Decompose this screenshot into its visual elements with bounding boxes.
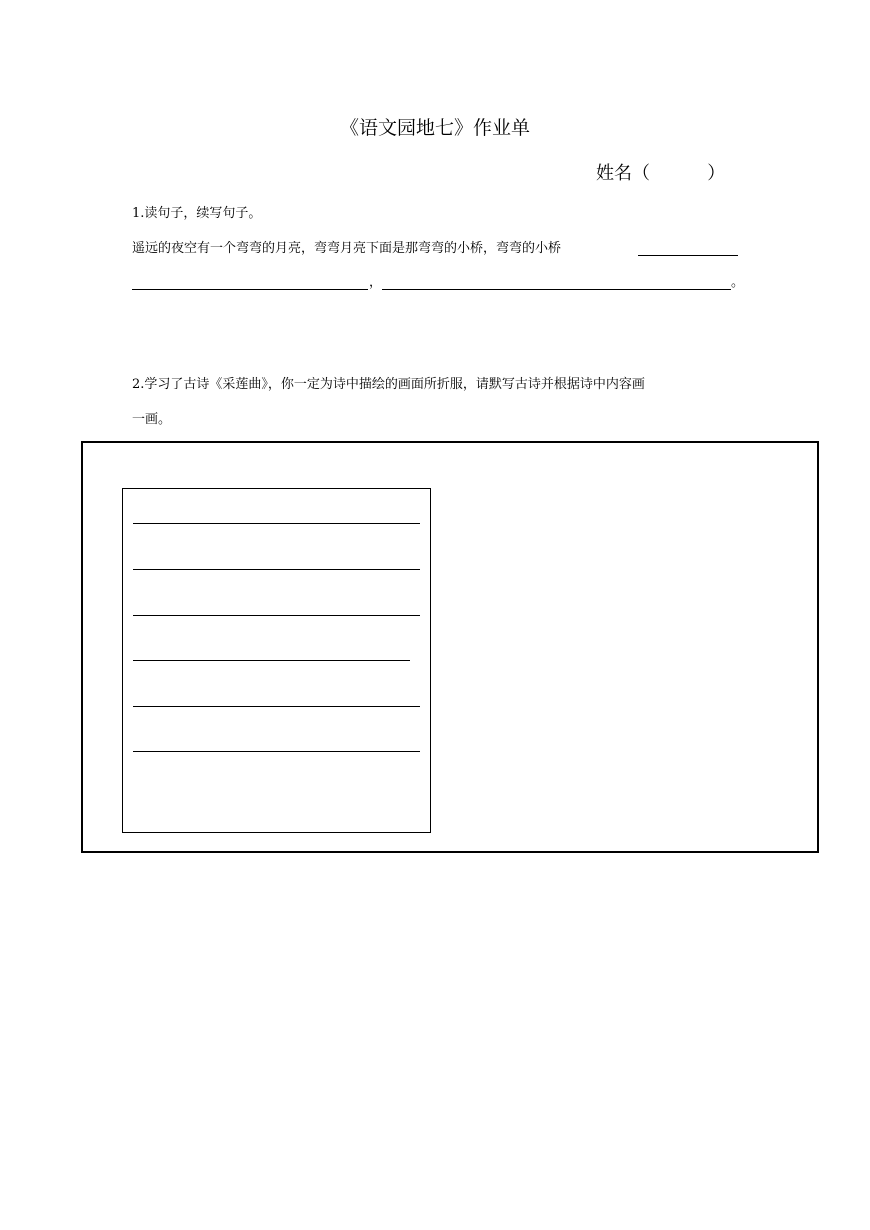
name-field-label: 姓名（ ） — [596, 163, 726, 184]
poem-line-3[interactable] — [133, 615, 420, 616]
answer-blank-1[interactable] — [638, 255, 738, 256]
question-2-label-continued: 一画。 — [132, 412, 172, 427]
poem-line-6[interactable] — [133, 751, 420, 752]
question-1-label: 1.读句子，续写句子。 — [132, 206, 262, 221]
poem-line-1[interactable] — [133, 523, 420, 524]
comma-mark: ， — [369, 275, 383, 290]
answer-blank-2[interactable] — [132, 289, 368, 290]
poem-line-5[interactable] — [133, 706, 420, 707]
poem-line-4[interactable] — [133, 660, 410, 661]
answer-blank-3[interactable] — [382, 289, 731, 290]
question-1-sentence: 遥远的夜空有一个弯弯的月亮，弯弯月亮下面是那弯弯的小桥，弯弯的小桥 — [132, 241, 562, 256]
poem-line-2[interactable] — [133, 569, 420, 570]
question-2-label: 2.学习了古诗《采莲曲》，你一定为诗中描绘的画面所折服，请默写古诗并根据诗中内容画 — [132, 377, 645, 392]
page-title: 《语文园地七》作业单 — [339, 117, 530, 139]
period-mark: 。 — [731, 275, 745, 290]
